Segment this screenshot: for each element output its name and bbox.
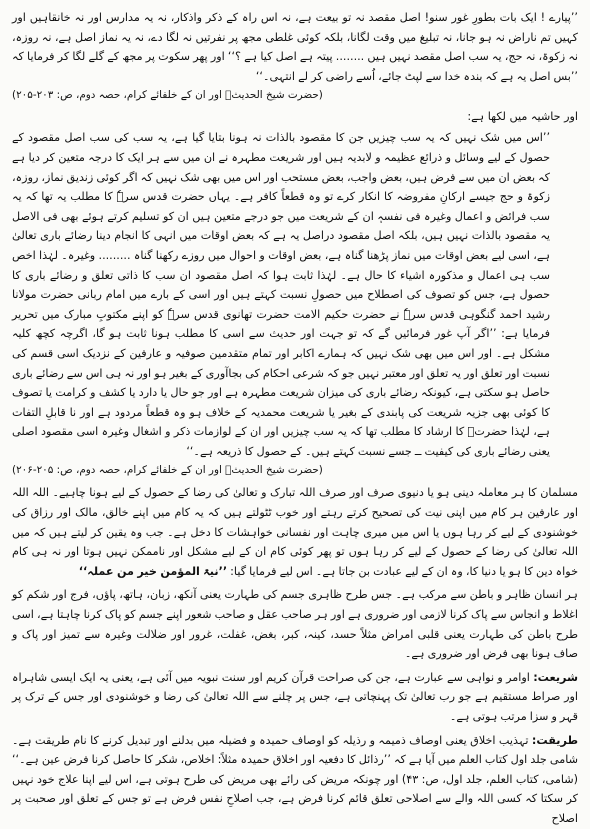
section-heading: اور حاشیہ میں لکھا ہے: bbox=[467, 110, 578, 124]
definition-shariat bbox=[12, 668, 578, 727]
term-label: شریعت: bbox=[533, 670, 578, 684]
citation: (حضرت شیخ الحدیثؒ اور ان کے خلفائے کرام، حصہ دوم، ص: ۲۰۳-۲۰۵) bbox=[12, 89, 323, 102]
term-definition: اوامر و نواہی سے عبارت ہے، جن کی صراحت قرآن کریم اور سنت نبویہ میں آئی ہے، یعنی یہ ایک ایسی شاہراہ اور صراط مستقیم ہے جو رب تعالیٰ تک پہنچاتی ہے، جس پر چلنے سے اللہ تعالیٰ کی رضا و خوشنودی اور جس کے ترک پر قہر و سزا مرتب ہوتی ہے۔ bbox=[12, 670, 578, 723]
citation: (حضرت شیخ الحدیثؒ اور ان کے خلفائے کرام، حصہ دوم، ص: ۲۰۵-۲۰۶) bbox=[12, 464, 323, 477]
body-text: مسلمان کا ہر معاملہ دینی ہو یا دنیوی صرف اور صرف اللہ تبارک و تعالیٰ کی رضا کے حصول کے لیے ہونا چاہیے۔ اللہ اللہ اور عارفین ہر کام میں اپنی نیت کی تصحیح کرتے رہتے اور خوب ٹٹولتے ہیں کہ یہ کام میں اپنے خالق، مالک اور رزاق کی خوشنودی کے لیے کر رہا ہوں یا اس میں میری چاہت اور نفسانی خواہشات کا دخل ہے۔ جب وہ یقین کر لیتے ہیں کہ میں اللہ تعالیٰ کی رضا کے حصول کے لیے کر رہا ہوں تو پھر کوئی کام ان کے لیے مشکل اور ناممکن نہیں ہوتا اور نہ ہی کام خواہ دین کا ہو یا دنیا کا، وہ ان کے لیے عبادت بن جاتا ہے۔ اس لیے فرمایا گیا: bbox=[12, 486, 578, 578]
term-definition: تہذیب اخلاق یعنی اوصاف ذمیمہ و رذیلہ کو اوصاف حمیدہ و فضیلہ میں بدلنے اور تبدیل کرنے کا نام طریقت ہے۔ شامی جلد اول کتاب العلم میں آیا ہے کہ ’’رذائل کا دفعیہ اور اخلاق حمیدہ مثلاً: اخلاص، شکر کا حاصل کرنا فرض عین ہے۔‘‘ (شامی، کتاب العلم، جلد اول، ص: ۴۳) اور چونکہ مریض کی رائے بھی مریض کی طرح ہوتی ہے، اس لیے اپنا علاج خود نہیں کر سکتا کہ کسی اللہ والے سے اصلاحی تعلق قائم کرنا فرض ہے، جب اصلاحِ نفس فرض ہے تو جس کے تعلق اور صحبت پر اصلاح bbox=[12, 733, 578, 825]
body-paragraph-purity: ہر انسان ظاہر و باطن سے مرکب ہے۔ جس طرح ظاہری جسم کی طہارت یعنی آنکھ، زبان، ہاتھ، پاؤں، فرج اور شکم کو اغلاط و انجاس سے پاک کرنا لازمی اور ضروری ہے اور ہر صاحب عقل و صاحب شعور اپنے جسم کو پاک کرنا چاہتا ہے، اسی طرح باطن کی طہارت یعنی قلبی امراض مثلاً حسد، کینہ، کبر، بغض، غفلت، غرور اور ضلالت وغیرہ سے تمیز اور پاک و صاف ہونا بھی فرض اور ضروری ہے۔ bbox=[12, 588, 578, 661]
arabic-quote: ’’نیۃ المؤمن خیر من عملہ‘‘ bbox=[78, 564, 228, 578]
definition-tariqat bbox=[12, 731, 578, 829]
footnote-quote-paragraph: ’’اس میں شک نہیں کہ یہ سب چیزیں جن کا مقصود بالذات نہ ہونا بتایا گیا ہے، یہ سب کی سب اصل مقصود کے حصول کے لیے وسائل و ذرائع عظیمہ و لابدیہ ہیں اور شریعت مطہرہ نے ان میں سے ہر ایک کا درجہ متعین کر دیا ہے کہ بعض ان میں سے فرض ہیں، بعض واجب، بعض مستحب اور اس میں بھی شک نہیں کہ اگر کوئی زندیق نماز، روزہ، زکوۃ و حج جیسے ارکانِ مفروضہ کا انکار کرے تو وہ قطعاً کافر ہے۔ یہاں حضرت قدس سرہٗ کا مطلب یہ تھا کہ یہ سب فرائض و اعمال وغیرہ فی نفسہٖ ان کے شریعت میں جو درجے متعین ہیں ان کو تسلیم کرتے ہوئے بھی فی الاصل یہ مقصود بالذات نہیں ہیں، بلکہ اصل مقصود دراصل یہ ہے کہ بعض اوقات میں انہی کا انجام دینا رضائے باری تعالیٰ ہے، اسی لیے بعض اوقات میں نماز پڑھنا گناہ ہے، بعض اوقات و احوال میں روزے رکھنا گناہ ......... وغیرہ۔ لہٰذا اخص سب ہی اعمال و مذکورہ اشیاء کا حال ہے۔ لہٰذا ثابت ہوا کہ اصل مقصود ان سب کا ذاتی تعلق و رضائے باری کا حصول ہے، جس کو تصوف کی اصطلاح میں حصولِ نسبت کہتے ہیں اور اسی کے بارے میں امام ربانی حضرت مولانا رشید احمد گنگوہی قدس سرہٗ نے حضرت حکیم الامت حضرت تھانوی قدس سرہٗ کو اپنے مکتوبِ مبارک میں تحریر فرمایا ہے: ’’اگر آپ غور فرمائیں گے کہ تو جہت اور حدیث سے اسی کا مطلب ہونا ثابت ہو گا، اگرچہ کچھ کلیہ مشکل ہے۔ اور اس میں بھی شک نہیں کہ ہمارے اکابر اور تمام متقدمین صوفیہ و عارفین کے نزدیک اسی قسم کی نسبت اور تعلق اور یہ تعلق اور معتبر نہیں جو کہ شرعی احکام کی بجاآوری کے بغیر ہو اور نہ ہی اس سے رضائے باری حاصل ہو سکتی ہے، کیونکہ رضائے باری کی میزان شریعت مطہرہ ہے اور جو حال یا دارد یا کشف و کرامت یا تصوف کا کوئی بھی جزیہ شریعت کی پابندی کے بغیر یا شریعت محمدیہ کے خلاف ہو وہ قطعاً مردود ہے اور نا قابلِ التفات ہے، لہٰذا حضرتؒ کا ارشاد کا مطلب تھا کہ یہ سب چیزیں اور ان کے لوازمات ذکر و اشغال وغیرہ اسی مقصود اصلی یعنی رضائے باری کی کیفیت ــ جسے نسبت کہتے ہیں۔ کے حصول کا ذریعہ ہے۔‘‘ bbox=[12, 131, 550, 458]
quote-block-2 bbox=[12, 128, 578, 478]
body-paragraph-intention bbox=[12, 483, 578, 581]
quote-block-1 bbox=[12, 8, 578, 103]
term-label: طریقت: bbox=[531, 733, 578, 747]
quote-paragraph: ’’پیارے ! ایک بات بطورِ غور سنو! اصل مقصد نہ تو بیعت ہے، نہ اس راہ کے ذکر واذکار، نہ یہ مدارس اور نہ خانقاہیں اور کہیں تم ناراض نہ ہو جانا، نہ تبلیغ میں وقت لگانا، بلکہ کوئی غلطی مجھ پر نفرتیں نہ لگا دے، نہ یہ نماز اصل ہے، نہ روزہ، نہ زکوۃ، نہ حج، یہ سب اصل مقصد نہیں ہیں ........ پیتہ ہے اصل کیا ہے ؟‘‘ اور پھر سکوت پر مجھ کے گلے لگا کر فرمایا کہ ’’بس اصل یہ ہے کہ بندہ خدا سے لپٹ جائے، اُسے راضی کر لے انتہی۔‘‘ bbox=[12, 11, 578, 83]
